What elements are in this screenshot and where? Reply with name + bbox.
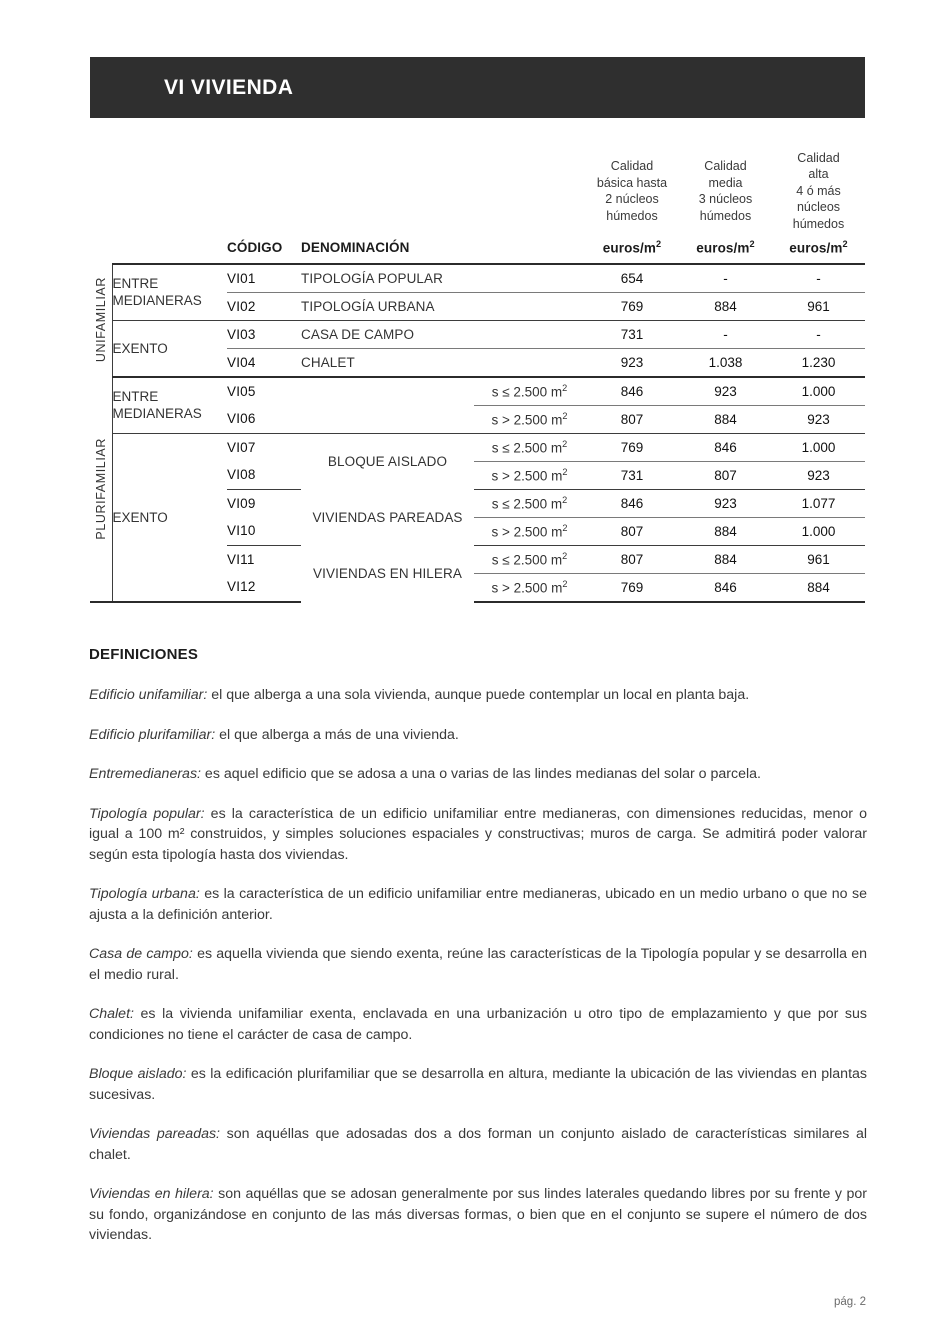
price-media: 884 bbox=[679, 545, 772, 573]
definition-term: Edificio unifamiliar: bbox=[89, 687, 208, 703]
price-basica: 769 bbox=[585, 573, 679, 602]
definition-item bbox=[89, 1064, 867, 1105]
table-row bbox=[90, 377, 865, 406]
definition-item bbox=[89, 944, 867, 985]
code-cell: VI04 bbox=[227, 348, 301, 377]
code-cell: VI06 bbox=[227, 405, 301, 433]
price-media: 923 bbox=[679, 489, 772, 517]
definition-text: son aquéllas que se adosan generalmente por sus lindes laterales quedando libres por su frente y por su fondo, organizándose en conjunto de las más diversas formas, o bien que en el conjunto se supere el número de dos viviendas. bbox=[89, 1186, 867, 1243]
price-basica: 731 bbox=[585, 320, 679, 348]
group-label-exento: EXENTO bbox=[112, 320, 227, 377]
definition-term: Bloque aislado: bbox=[89, 1066, 187, 1082]
quality-header-row bbox=[90, 143, 865, 239]
price-basica: 807 bbox=[585, 545, 679, 573]
spacer-cell bbox=[474, 239, 585, 264]
price-alta: - bbox=[772, 264, 865, 293]
spacer-cell bbox=[90, 143, 112, 239]
header-codigo: CÓDIGO bbox=[227, 239, 301, 264]
price-table bbox=[90, 143, 865, 603]
code-cell: VI01 bbox=[227, 264, 301, 293]
denominacion-cell: VIVIENDAS EN HILERA bbox=[313, 565, 462, 581]
group-label-entre-medianeras: ENTRE MEDIANERAS bbox=[112, 264, 227, 321]
spacer-cell bbox=[112, 143, 227, 239]
definition-term: Viviendas en hilera: bbox=[89, 1186, 214, 1202]
definition-term: Casa de campo: bbox=[89, 946, 193, 962]
quality-header-basica: Calidad básica hasta 2 núcleos húmedos bbox=[596, 159, 668, 223]
price-alta: 1.000 bbox=[772, 377, 865, 406]
definition-text: son aquéllas que adosadas dos a dos forman un conjunto aislado de características similares al chalet. bbox=[89, 1126, 867, 1163]
definition-term: Edificio plurifamiliar: bbox=[89, 726, 216, 743]
price-basica: 923 bbox=[585, 348, 679, 377]
surface-cell: s ≤ 2.500 $m^2$ bbox=[474, 489, 585, 517]
price-media: 846 bbox=[679, 573, 772, 602]
surface-cell: s ≤ 2.500 $m^2$ bbox=[474, 377, 585, 406]
price-alta: 1.230 bbox=[772, 348, 865, 377]
price-basica: 807 bbox=[585, 517, 679, 545]
code-cell: VI03 bbox=[227, 320, 301, 348]
denominacion-cell: TIPOLOGÍA POPULAR bbox=[301, 264, 474, 293]
spacer-cell bbox=[227, 143, 301, 239]
surface-cell: s > 2.500 $m^2$ bbox=[474, 517, 585, 545]
price-media: 1.038 bbox=[679, 348, 772, 377]
surface-cell bbox=[474, 320, 585, 348]
price-basica: 654 bbox=[585, 264, 679, 293]
group-label-entre-medianeras: ENTRE MEDIANERAS bbox=[112, 377, 227, 434]
definition-text: es la vivienda unifamiliar exenta, enclavada en una urbanización u otro tipo de emplazamiento y que por sus condiciones no tiene el carácter de casa de campo. bbox=[89, 1006, 867, 1043]
surface-cell: s ≤ 2.500 $m^2$ bbox=[474, 433, 585, 461]
group-label-exento: EXENTO bbox=[112, 433, 227, 602]
definition-term: Tipología urbana: bbox=[89, 886, 200, 902]
surface-cell bbox=[474, 292, 585, 320]
price-alta: 1.000 bbox=[772, 433, 865, 461]
surface-cell bbox=[474, 348, 585, 377]
price-basica: 846 bbox=[585, 377, 679, 406]
price-media: - bbox=[679, 320, 772, 348]
definition-item bbox=[89, 764, 867, 785]
quality-header-alta: Calidad alta 4 ó más núcleos húmedos bbox=[792, 150, 845, 231]
table-row bbox=[90, 320, 865, 348]
price-media: 884 bbox=[679, 405, 772, 433]
price-alta: 1.000 bbox=[772, 517, 865, 545]
price-basica: 807 bbox=[585, 405, 679, 433]
price-basica: 769 bbox=[585, 433, 679, 461]
column-label-row bbox=[90, 239, 865, 264]
spacer-cell bbox=[474, 143, 585, 239]
denominacion-cell: BLOQUE AISLADO bbox=[327, 453, 448, 469]
header-euros-basica: euros/$m^2$ bbox=[585, 239, 679, 264]
definition-item bbox=[89, 1124, 867, 1165]
price-alta: 961 bbox=[772, 545, 865, 573]
denominacion-cell: CHALET bbox=[301, 348, 474, 377]
definitions-section bbox=[89, 646, 867, 1265]
definitions-heading: DEFINICIONES bbox=[89, 646, 199, 663]
surface-cell: s ≤ 2.500 $m^2$ bbox=[474, 545, 585, 573]
code-cell: VI10 bbox=[227, 517, 301, 545]
code-cell: VI07 bbox=[227, 439, 256, 455]
code-cell: VI05 bbox=[227, 383, 256, 399]
section-label-plurifamiliar: PLURIFAMILIAR bbox=[90, 377, 112, 602]
price-media: 846 bbox=[679, 433, 772, 461]
definition-item bbox=[89, 725, 867, 746]
section-title-banner bbox=[90, 57, 865, 118]
definition-text: es la edificación plurifamiliar que se desarrolla en altura, mediante la ubicación de las viviendas en plantas sucesivas. bbox=[89, 1066, 867, 1103]
section-label-unifamiliar: UNIFAMILIAR bbox=[90, 264, 112, 377]
definition-text: es la característica de un edificio unifamiliar entre medianeras, con dimensiones reducidas, menor o igual a 100 m² construidos, y simples soluciones espaciales y constructivas; muros de carga. Se admitirá poder valorar según esta tipología hasta dos viviendas. bbox=[89, 805, 868, 863]
surface-cell: s > 2.500 $m^2$ bbox=[474, 461, 585, 489]
price-alta: 884 bbox=[772, 573, 865, 602]
price-alta: - bbox=[772, 320, 865, 348]
definition-text: es aquella vivienda que siendo exenta, reúne las características de la Tipología popular y se desarrolla en el medio rural. bbox=[89, 946, 868, 983]
definition-term: Entremedianeras: bbox=[89, 766, 201, 782]
price-alta: 1.077 bbox=[772, 489, 865, 517]
code-cell: VI08 bbox=[227, 461, 301, 489]
header-euros-alta: euros/$m^2$ bbox=[772, 239, 865, 264]
definition-item bbox=[89, 884, 867, 925]
price-basica: 846 bbox=[585, 489, 679, 517]
definition-text: el que alberga a más de una vivienda. bbox=[215, 726, 459, 743]
header-denominacion: DENOMINACIÓN bbox=[301, 239, 474, 264]
denominacion-cell bbox=[301, 377, 474, 406]
code-cell: VI12 bbox=[227, 573, 301, 602]
definition-item bbox=[89, 1184, 867, 1246]
definition-item bbox=[89, 685, 867, 706]
surface-cell bbox=[474, 264, 585, 293]
price-alta: 923 bbox=[772, 461, 865, 489]
price-basica: 731 bbox=[585, 461, 679, 489]
definition-item bbox=[89, 804, 867, 866]
page-title: VI VIVIENDA bbox=[164, 75, 294, 99]
header-euros-media: euros/$m^2$ bbox=[679, 239, 772, 264]
denominacion-cell: VIVIENDAS PAREADAS bbox=[312, 509, 463, 525]
spacer-cell bbox=[301, 143, 474, 239]
price-basica: 769 bbox=[585, 292, 679, 320]
code-cell: VI09 bbox=[227, 495, 256, 511]
spacer-cell bbox=[90, 239, 112, 264]
definition-text: es la característica de un edificio unifamiliar entre medianeras, ubicado en un medio urbano o que no se ajusta a la definición anterior. bbox=[89, 886, 867, 923]
page-number: pág. 2 bbox=[834, 1296, 866, 1308]
code-cell: VI02 bbox=[227, 292, 301, 320]
price-media: 807 bbox=[679, 461, 772, 489]
definition-term: Tipología popular: bbox=[89, 805, 205, 822]
denominacion-cell: CASA DE CAMPO bbox=[301, 320, 474, 348]
price-alta: 923 bbox=[772, 405, 865, 433]
surface-cell: s > 2.500 $m^2$ bbox=[474, 573, 585, 602]
spacer-cell bbox=[112, 239, 227, 264]
denominacion-cell: TIPOLOGÍA URBANA bbox=[301, 292, 474, 320]
price-media: - bbox=[679, 264, 772, 293]
price-media: 884 bbox=[679, 517, 772, 545]
denominacion-cell bbox=[301, 405, 474, 433]
definition-term: Chalet: bbox=[89, 1006, 134, 1022]
table-row bbox=[90, 433, 865, 461]
code-cell: VI11 bbox=[227, 551, 255, 567]
definition-term: Viviendas pareadas: bbox=[89, 1126, 221, 1142]
price-alta: 961 bbox=[772, 292, 865, 320]
table-row bbox=[90, 264, 865, 293]
definition-item bbox=[89, 1004, 867, 1045]
surface-cell: s > 2.500 $m^2$ bbox=[474, 405, 585, 433]
price-media: 884 bbox=[679, 292, 772, 320]
price-media: 923 bbox=[679, 377, 772, 406]
definition-text: es aquel edificio que se adosa a una o varias de las lindes medianas del solar o parcela. bbox=[200, 766, 761, 782]
quality-header-media: Calidad media 3 núcleos húmedos bbox=[698, 159, 753, 223]
definition-text: el que alberga a una sola vivienda, aunque puede contemplar un local en planta baja. bbox=[207, 687, 750, 703]
